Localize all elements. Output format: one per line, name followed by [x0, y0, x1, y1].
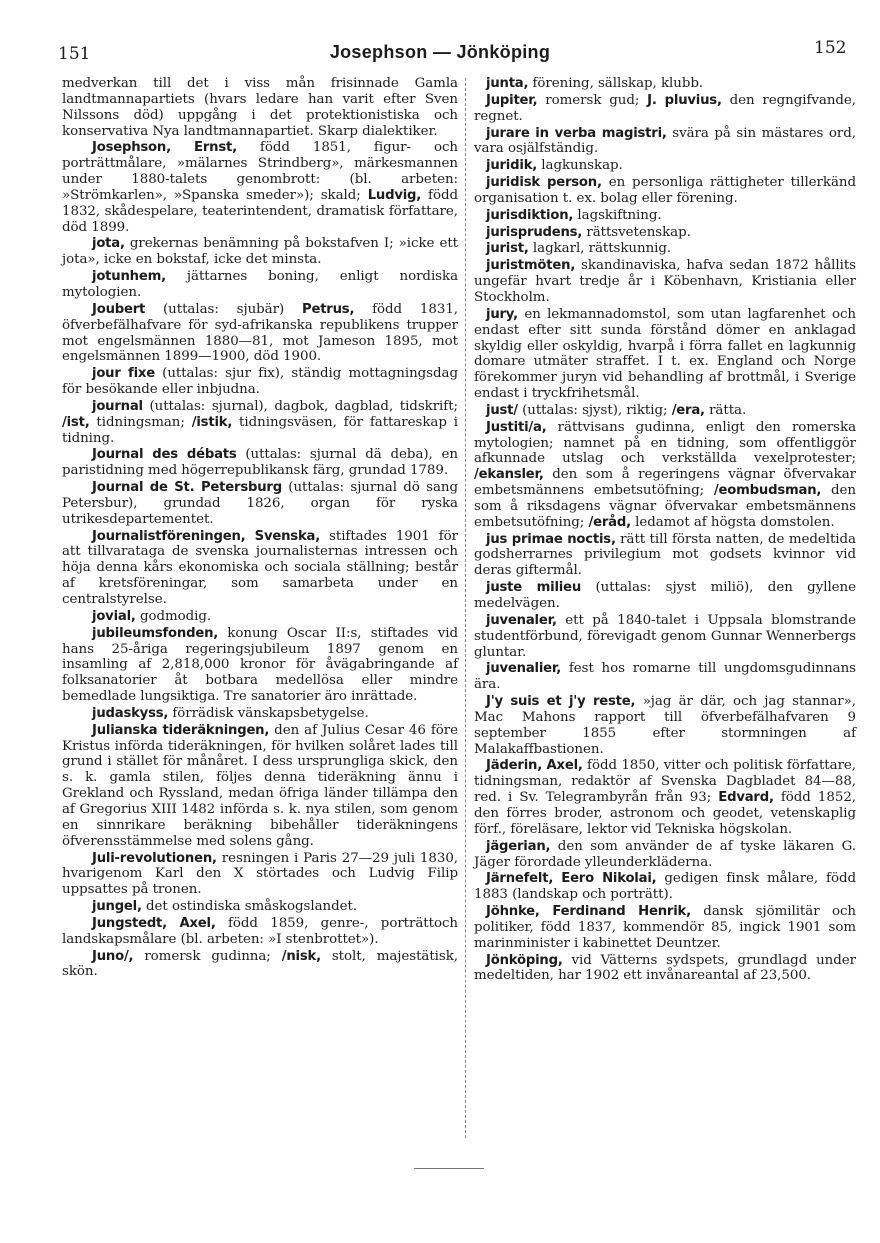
dictionary-entry	[474, 420, 856, 531]
dictionary-entry	[62, 916, 458, 948]
entry-headword: juristmöten,	[486, 258, 576, 274]
dictionary-entry	[474, 953, 856, 985]
entry-text: »jag är där, och jag stannar», Mac Mahons rapport till öfverbefälhafvaren 9 september 1855 efter stormningen af Malakaffbastionen.	[474, 694, 856, 757]
entry-headword: Juno/,	[92, 948, 134, 964]
dictionary-entry	[474, 93, 856, 125]
dictionary-entry	[62, 723, 458, 850]
right-page-number: 152	[814, 38, 847, 58]
entry-headword: Jönköping,	[486, 952, 563, 968]
entry-text: rättvisans gudinna, enligt den romerska mytologien; namnet på en tidning, som offentliggör afkunnade utslag och verkställda vexelprotester;	[474, 419, 856, 467]
entry-text: rättsvetenskap.	[582, 224, 691, 240]
entry-headword: Julianska tideräkningen,	[92, 722, 270, 738]
dictionary-entry	[62, 529, 458, 608]
entry-text: den regngifvande, regnet.	[474, 92, 856, 124]
entry-text: (uttalas: sjyst), riktig;	[517, 402, 672, 418]
entry-text: rätta.	[704, 402, 747, 418]
entry-text: lagskiftning.	[573, 207, 662, 223]
dictionary-entry	[474, 839, 856, 871]
entry-headword: jury,	[486, 306, 518, 322]
dictionary-entry	[62, 626, 458, 705]
entry-text: rätt till första natten, de medeltida godsherrarnes privilegium mot godsets kvinnor vid deras giftermål.	[474, 531, 856, 579]
entry-text: (uttalas: sjyst miliö), den gyllene medelvägen.	[474, 580, 857, 611]
entry-headword: juridisk person,	[486, 175, 602, 191]
entry-text: skandinaviska, hafva sedan 1872 hållits ungefär hvart tredje år i Köbenhavn, Kristiania eller Stockholm.	[474, 258, 856, 305]
dictionary-entry	[474, 758, 856, 837]
entry-headword: jungel,	[92, 899, 142, 915]
dictionary-entry	[62, 269, 458, 301]
entry-headword: J. pluvius,	[647, 92, 722, 108]
dictionary-entry	[62, 851, 458, 899]
entry-headword: jota,	[92, 236, 125, 252]
entry-headword: Petrus,	[301, 301, 355, 317]
entry-headword: /ist,	[62, 414, 90, 430]
entry-headword: juvenaler,	[486, 612, 557, 628]
entry-headword: Josephson, Ernst,	[92, 140, 237, 156]
entry-text: en lekmannadomstol, som utan lagfarenhet och endast efter sitt sunda förstånd dömer en anklagad skyldig eller oskyldig, hvarpå i förra fallet en lagkunnig domare utmäter straffet. I t. ex. England och Norge förekommer juryn vid behandling af brottmål, i Sverige endast i tryckfrihetsmål.	[474, 306, 856, 402]
column-divider	[465, 78, 466, 1138]
entry-headword: jovial,	[92, 608, 136, 624]
entry-headword: Journal des débats	[92, 447, 237, 463]
entry-text: född 1852, den förres broder, astronom och geodet, vetenskaplig förf., föreläsare, lektor vid Tekniska högskolan.	[474, 790, 856, 837]
entry-text: godmodig.	[135, 608, 212, 624]
entry-headword: Ludvig,	[367, 187, 422, 203]
dictionary-entry	[474, 126, 856, 158]
dictionary-entry	[474, 661, 856, 693]
entry-headword: Edvard,	[718, 790, 774, 806]
entry-headword: Juli-revolutionen,	[92, 850, 217, 866]
entry-text: den af Julius Cesar 46 före Kristus införda tideräkningen, för hvilken solåret lades till grund i stället för månåret. I dess ursprungliga skick, den s. k. gamla stilen, följes denna tideräkning ännu i Grekland och Ryssland, medan öfriga länder tillämpa den af Gregorius XIII 1482 införda s. k. nya stilen, som genom en sinnrikare beräkning bibehåller tideräkningens öfverensstämmelse med solens gång.	[62, 722, 458, 849]
entry-text: tidningsman;	[89, 414, 192, 430]
entry-headword: Jöhnke, Ferdinand Henrik,	[486, 904, 691, 920]
entry-text: vid Vätterns sydspets, grundlagd under medeltiden, har 1902 ett invånareantal af 23,500.	[474, 952, 856, 984]
entry-text: fest hos romarne till ungdomsgudinnans ära.	[474, 661, 856, 693]
dictionary-entry	[474, 307, 856, 402]
dictionary-entry	[62, 366, 458, 398]
dictionary-entry	[474, 613, 856, 661]
dictionary-entry	[474, 904, 856, 952]
dictionary-entry	[474, 225, 856, 241]
dictionary-entry	[474, 580, 856, 612]
entry-text: konung Oscar II:s, stiftades vid hans 25-åriga regeringsjubileum 1897 genom en insamling af 2,818,000 kronor för åvägabringande af folksanatorier åt botbara medellösa eller mindre bemedlade lungsiktiga. Tre sanatorier äro inrättade.	[62, 625, 458, 705]
entry-text: född 1850, vitter och politisk författare, tidningsman, redaktör af Svenska Dagbladet 84—88, red. i Sv. Telegrambyrån från 93;	[474, 758, 856, 806]
left-page-number: 151	[58, 44, 91, 64]
dictionary-entry	[62, 480, 458, 528]
dictionary-entry	[474, 532, 856, 580]
entry-headword: /ekansler,	[474, 467, 544, 483]
dictionary-entry	[474, 76, 856, 92]
dictionary-entry	[474, 158, 856, 174]
running-head: Josephson — Jönköping	[329, 42, 551, 62]
entry-headword: Justiti/a,	[486, 419, 547, 435]
entry-headword: journal	[92, 398, 143, 414]
dictionary-entry	[62, 609, 458, 625]
entry-text: ett på 1840-talet i Uppsala blomstrande studentförbund, förevigadt genom Gunnar Wennerbergs gluntar.	[474, 612, 856, 660]
right-column	[474, 76, 856, 985]
entry-text: stiftades 1901 för att tillvarataga de svenska journalisternas intressen och höja denna kårs ekonomiska och sociala ställning; består af kretsföreningar, som samarbeta under en centralstyrelse.	[62, 528, 458, 607]
dictionary-entry	[62, 140, 458, 235]
entry-text: dansk sjömilitär och politiker, född 1837, kommendör 85, ingick 1901 som marinminister i kabinettet Deuntzer.	[474, 904, 856, 951]
entry-text: svära på sin mästares ord, vara osjälfständig.	[474, 125, 856, 157]
entry-headword: Jäderin, Axel,	[486, 758, 583, 774]
dictionary-entry	[474, 241, 856, 257]
entry-headword: judaskyss,	[92, 705, 169, 721]
entry-headword: jägerian,	[486, 838, 551, 854]
entry-text: den som å riksdagens vägnar öfvervakar embetsmännens embetsutöfning;	[474, 483, 856, 530]
entry-headword: just/	[486, 402, 518, 418]
entry-headword: Järnefelt, Eero Nikolai,	[486, 871, 657, 887]
dictionary-entry	[62, 76, 458, 139]
entry-headword: /nisk,	[281, 948, 321, 964]
entry-text: lagkunskap.	[537, 158, 623, 174]
dictionary-entry	[474, 208, 856, 224]
entry-text: det ostindiska småskogslandet.	[141, 899, 358, 915]
entry-headword: /eråd,	[588, 514, 631, 530]
entry-headword: /eombudsman,	[713, 483, 822, 499]
entry-text: gedigen finsk målare, född 1883 (landskap och porträtt).	[474, 871, 856, 903]
entry-text: (uttalas: sjurnal), dagbok, dagblad, tidskrift;	[142, 398, 458, 414]
entry-text: jättarnes boning, enligt nordiska mytologien.	[62, 269, 458, 300]
entry-headword: /era,	[671, 402, 705, 418]
entry-headword: Journalistföreningen, Svenska,	[92, 528, 321, 544]
entry-text: förrädisk vänskapsbetygelse.	[168, 705, 369, 721]
dictionary-entry	[474, 258, 856, 306]
dictionary-entry	[62, 447, 458, 479]
entry-headword: jubileumsfonden,	[92, 625, 219, 641]
dictionary-entry	[62, 236, 458, 268]
entry-headword: jurisdiktion,	[486, 207, 574, 223]
entry-text: resningen i Paris 27—29 juli 1830, hvarigenom Karl den X störtades och Ludvig Filip uppsattes på tronen.	[62, 850, 458, 898]
entry-text: född 1831, öfverbefälhafvare för syd-afrikanska republikens trupper mot engelsmännen 1880—81, mot Jameson 1895, mot engelsmännen 1899—1900, död 1900.	[62, 301, 458, 365]
entry-text: stolt, majestätisk, skön.	[62, 948, 458, 980]
entry-text: grekernas benämning på bokstafven I; »icke ett jota», icke en bokstaf, icke det minsta.	[62, 236, 458, 268]
entry-text: född 1832, skådespelare, teaterintendent, dramatisk författare, död 1899.	[62, 187, 458, 235]
entry-headword: junta,	[486, 76, 529, 91]
entry-text: en personliga rättigheter tillerkänd organisation t. ex. bolag eller förening.	[474, 175, 856, 206]
dictionary-entry	[474, 694, 856, 757]
entry-text: romersk gudinna;	[133, 948, 282, 964]
entry-headword: /istik,	[191, 414, 233, 430]
entry-text: född 1851, figur- och porträttmålare, »mälarnes Strindberg», märkesmannen under 1880-talets genombrott: (bl. arbeten: »Strömkarlen», »Spanska smeder»); skald;	[62, 140, 459, 203]
entry-text: romersk gud;	[537, 92, 648, 108]
entry-headword: Jupiter,	[486, 92, 538, 108]
entry-headword: jotunhem,	[92, 269, 166, 285]
dictionary-entry	[474, 175, 856, 207]
dictionary-entry	[62, 399, 458, 447]
dictionary-entry	[62, 899, 458, 915]
entry-text: den som å regeringens vägnar öfvervakar embetsmännens embetsutöfning;	[474, 467, 856, 499]
page-header	[0, 36, 880, 66]
entry-headword: juvenalier,	[486, 661, 562, 677]
entry-headword: jour fixe	[92, 366, 155, 382]
entry-text: lagkarl, rättskunnig.	[528, 241, 672, 257]
entry-text: ledamot af högsta domstolen.	[630, 514, 835, 530]
entry-text: (uttalas: sjur fix), ständig mottagningsdag för besökande eller inbjudna.	[62, 366, 458, 398]
entry-headword: Journal de St. Petersburg	[92, 480, 282, 496]
dictionary-entry	[474, 871, 856, 903]
dictionary-entry	[62, 949, 458, 981]
entry-text: tidningsväsen, för fattareskap i tidning.	[62, 414, 458, 446]
entry-headword: jurist,	[486, 241, 529, 257]
entry-text: (uttalas: sjurnal dä deba), en paristidning med högerrepublikansk färg, grundad 1789.	[62, 447, 458, 479]
entry-text: (uttalas: sjurnal dö sang Petersbur), grundad 1826, organ för ryska utrikesdepartementet.	[62, 480, 458, 527]
entry-text: född 1859, genre-, porträttoch landskapsmålare (bl. arbeten: »I stenbrottet»).	[62, 915, 458, 947]
entry-headword: jurisprudens,	[486, 224, 583, 240]
left-column	[62, 76, 458, 981]
entry-text: den som använder de af tyske läkaren G. Jäger förordade ylleunderkläderna.	[474, 838, 856, 870]
entry-headword: J'y suis et j'y reste,	[486, 694, 636, 710]
entry-headword: jurare in verba magistri,	[486, 125, 667, 141]
bottom-rule	[414, 1168, 484, 1169]
entry-headword: jus primae noctis,	[486, 531, 616, 547]
entry-headword: Joubert	[92, 301, 146, 317]
entry-headword: Jungstedt, Axel,	[92, 915, 216, 931]
entry-text: medverkan till det i viss mån frisinnade Gamla landtmannapartiets (hvars ledare han varit efter Sven Nilssons död) uppgång i det protektionistiska och konservativa Nya landtmannapartiet. Skarp dialektiker.	[62, 76, 458, 139]
dictionary-entry	[62, 706, 458, 722]
entry-text: förening, sällskap, klubb.	[528, 76, 704, 91]
dictionary-entry	[474, 403, 856, 419]
entry-headword: juste milieu	[486, 580, 582, 596]
entry-headword: juridik,	[486, 158, 538, 174]
dictionary-entry	[62, 302, 458, 365]
entry-text: (uttalas: sjubär)	[145, 301, 302, 317]
